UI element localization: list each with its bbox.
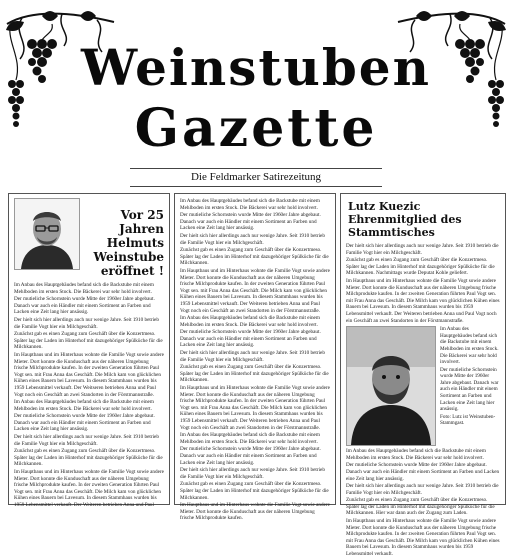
article-paragraph: Zunächst gab es einen Zugang zum Geschäft über die Konzertmeso. Später lag der Laden im Hinterhof mit dazugehöriger Spülküche für die Milchkannen. <box>14 331 163 351</box>
article-paragraph: Der mutieliche Schornstein wurde Mitte der 1960er Jahre abgebaut. Danach war auch ein Händler mit einem Sortiment an Farben und Lacken eine Zeit lang hier ansässig. <box>440 366 499 413</box>
article-paragraph: Zunächst gab es einen Zugang zum Geschäft über die Konzertmeso. Später lag der Laden im Hinterhof mit dazugehöriger Spülküche für die Milchkannen. Nachmittags wurde Deputat Kohle geliefert. <box>346 257 495 277</box>
article-paragraph: Der hielt sich hier allerdings auch nur wenige Jahre. Seit 1910 betrieb die Familie Vogt hier ein Milchgeschäft. <box>180 350 325 363</box>
portrait-photo-lutz-icon <box>346 326 436 446</box>
article-paragraph: Der mutieliche Schornstein wurde Mitte der 1960er Jahre abgebaut. Danach war auch ein Händler mit einem Sortiment an Farben und Lacken eine Zeit lang hier ansässig. <box>346 462 500 482</box>
article-paragraph: Der hielt sich hier allerdings auch nur wenige Jahre. Seit 1910 betrieb die Familie Vogt hier ein Milchgeschäft. <box>180 232 325 246</box>
article-paragraph: Im Anbau des Hauptgebäudes befand sich die Backstube mit einem Mehlboden im ersten Stock. Die Bäckerei war sehr hold involvert. <box>180 198 320 211</box>
article-headline-left: Vor 25 Jahren Helmuts Weinstube eröffnet ! <box>93 208 164 278</box>
article-paragraph: Der hielt sich hier allerdings auch nur wenige Jahre. Seit 1910 betrieb die Familie Vogt hier ein Milchgeschäft. <box>180 467 325 480</box>
article-paragraph: Im Hauptbaus und im Hinterhaus wohnte die Familie Vogt sowie andere Mieter. Dort konnte die Kunduschaft aus der näheren Umgebung frische Milchprodukte kaufen. In der zweiten Generation führten Paul Vogt sen. mit Frau Anna das Geschäft. Die Milch kam von glücklichen Kühen eines Bauern bei Lavesum. In diesem Stammhaus wurden bis 1959 Lebensmittel verkauft. Der Weitseren betrieben Anna und Paul Vogt noch ein Geschäft an zwei Standorten in der Förstmannstraße. <box>14 351 164 398</box>
article-headline-right: Lutz Kuezic Ehrenmitglied des Stammtisches <box>348 200 462 239</box>
article-paragraph: Der hielt sich hier allerdings auch nur wenige Jahre. Seit 1910 betrieb die Familie Vogt hier ein Milchgeschäft. <box>346 483 499 496</box>
article-paragraph: Der hielt sich hier allerdings auch nur wenige Jahre. Seit 1910 betrieb die Familie Vogt hier ein Milchgeschäft. <box>346 243 499 256</box>
article-paragraph: Zunächst gab es einen Zugang zum Geschäft über die Konzertmeso. Später lag der Laden im Hinterhof mit dazugehöriger Spülküche für die Milchkannen. <box>14 448 163 468</box>
article-paragraph: Zunächst gab es einen Zugang zum Geschäft über die Konzertmeso. Später lag der Laden im Hinterhof mit dazugehöriger Spülküche für die Milchkannen. <box>180 247 329 267</box>
article-column-middle <box>174 193 336 522</box>
article-paragraph: Der mutieliche Schornstein wurde Mitte der 1960er Jahre abgebaut. Danach war auch ein Händler mit einem Sortiment an Farben und Lacken eine Zeit lang hier ansässig. <box>180 212 321 232</box>
article-paragraph: Im Hauptbaus und im Hinterhaus wohnte die Familie Vogt sowie andere Mieter. Dort konnte die Kunduschaft aus der näheren Umgebung frische Milchprodukte kaufen. In der zweiten Generation führten Paul Vogt sen. mit Frau Anna das Geschäft. Die Milch kam von glücklichen Kühen eines Bauern bei Lavesum. In diesem Stammhaus wurden bis 1959 Lebensmittel verkauft. Der Weiteren betrieben Anna und Paul Vogt noch ein Geschäft an zwei Standorten in der Förstmannstraße. <box>180 385 330 431</box>
article-paragraph: Der hielt sich hier allerdings auch nur wenige Jahre. Seit 1910 betrieb die Familie Vogt hier ein Milchgeschäft. <box>14 316 159 330</box>
article-paragraph: Der mutieliche Schornstein wurde Mitte der 1960er Jahre abgebaut. Danach war auch ein Händler mit einem Sortiment an Farben und Lacken eine Zeit lang hier ansässig. <box>180 329 321 349</box>
article-paragraph: Zunächst gab es einen Zugang zum Geschäft über die Konzertmeso. Später lag der Laden im Hinterhof mit dazugehöriger Spülküche für die Milchkannen. <box>180 481 329 501</box>
article-paragraph: Im Anbau des Hauptgebäudes befand sich die Backstube mit einem Mehlboden im ersten Stock. Die Bäckerei war sehr hold involvert. <box>346 448 486 461</box>
article-column-right <box>340 193 506 558</box>
article-paragraph: Im Hauptbaus und im Hinterhaus wohnte die Familie Vogt sowie andere Mieter. Dort konnte die Kunduschaft aus der näheren Umgebung frische Milchprodukte kaufen. In der zweiten Generation führten Paul Vogt sen. mit Frau Anna das Geschäft. Die Milch kam von glücklichen Kühen eines Bauern bei Lavesum. In diesem Stammhaus wurden bis 1959 Lebensmittel verkauft. Der Weiteren betrieben Anna und Paul <box>14 469 164 508</box>
article-paragraph: Im Anbau des Hauptgebäudes befand sich die Backstube mit einem Mehlboden im ersten Stock. Die Bäckerei war sehr hold involvert. <box>440 326 499 366</box>
masthead-title-line1: Weinstuben <box>81 38 431 97</box>
masthead-subtitle: Die Feldmarker Satirezeitung <box>130 168 382 187</box>
photo-wrap-block <box>346 326 500 446</box>
article-paragraph: Der mutieliche Schornstein wurde Mitte der 1960er Jahre abgebaut. Danach war auch ein Händler mit einem Sortiment an Farben und Lacken eine Zeit lang hier ansässig. <box>14 413 155 433</box>
article-paragraph: Im Anbau des Hauptgebäudes befand sich die Backstube mit einem Mehlboden im ersten Stock. Die Bäckerei war sehr hold involvert. <box>180 315 320 328</box>
article-paragraph: Im Hauptbaus und im Hinterhaus wohnte die Familie Vogt sowie andere Mieter. Dort konnte die Kunduschaft aus der näheren Umgebung frische Milchprodukte kaufen. <box>180 502 330 522</box>
photo-caption: Foto: Lutz ist Weinstuben-Stammgast. <box>440 413 496 427</box>
article-header-left <box>14 198 164 278</box>
article-paragraph: Zunächst gab es einen Zugang zum Geschäft über die Konzertmeso. Später lag der Laden im Hinterhof mit dazugehöriger Spülküche für die Milchkannen. <box>180 364 329 384</box>
article-column-left <box>8 193 170 508</box>
photo-wrap-text <box>440 326 500 446</box>
article-paragraph: Im Anbau des Hauptgebäudes befand sich die Backstube mit einem Mehlboden im ersten Stock. Die Bäckerei war sehr hold involvert. <box>14 282 154 295</box>
article-paragraph: Im Hauptbaus und im Hinterhaus wohnte die Familie Vogt sowie andere Mieter. Dort konnte die Kunduschaft aus der näheren Umgebung frische Milchprodukte kaufen. In der zweiten Generation führten Paul Vogt sen. mit Frau Anna das Geschäft. Die Milch kam von glücklichen Kühen eines Bauern bei Lavesum. In diesem Stammhaus wurden bis 1959 Lebensmittel verkauft. Der Weiteren betrieben Anna und Paul Vogt noch ein Geschäft an zwei Standorten in der Förstmannstraße. <box>346 277 500 324</box>
article-paragraph: Der mutieliche Schornstein wurde Mitte der 1960er Jahre abgebaut. Danach war auch ein Händler mit einem Sortiment an Farben und Lacken eine Zeit lang hier ansässig. <box>180 446 321 466</box>
portrait-photo-helmut-icon <box>14 198 80 270</box>
article-paragraph: Im Hauptbaus und im Hinterhaus wohnte die Familie Vogt sowie andere Mieter. Dort konnte die Kunduschaft aus der näheren Umgebung frische Milchprodukte kaufen. In der zweiten Generation führten Paul Vogt sen. mit Frau Anna das Geschäft. Die Milch kam von glücklichen Kühen eines Bauern bei Lavesum. In diesem Stammhaus wurden bis 1959 Lebensmittel verkauft. Der Weiteren betrieben Anna und Paul Vogt noch ein Geschäft an zwei Standorten in der Förstmannstraße. <box>180 267 330 314</box>
masthead-title-line2: Gazette <box>134 98 378 159</box>
article-paragraph: Im Anbau des Hauptgebäudes befand sich die Backstube mit einem Mehlboden im ersten Stock. Die Bäckerei war sehr hold involvert. <box>180 432 320 445</box>
article-paragraph: Zunächst gab es einen Zugang zum Geschäft über die Konzertmeso. Später lag der Laden im Hinterhof mit dazugehöriger Spülküche für die Milchkannen. Hier war dann auch der Zugang zum Laden. <box>346 497 495 517</box>
article-paragraph: Im Hauptbaus und im Hinterhaus wohnte die Familie Vogt sowie andere Mieter. Dort konnte die Kunduschaft aus der näheren Umgebung frische Milchprodukte kaufen. In der zweiten Generation führten Paul Vogt sen. mit Frau Anna das Geschäft. Die Milch kam von glücklichen Kühen eines Bauern bei Lavesum. In diesem Stammhaus wurden bis 1959 Lebensmittel verkauft. <box>346 518 500 558</box>
article-paragraph: Der hielt sich hier allerdings auch nur wenige Jahre. Seit 1910 betrieb die Familie Vogt hier ein Milchgeschäft. <box>14 434 159 447</box>
article-paragraph: Im Anbau des Hauptgebäudes befand sich die Backstube mit einem Mehlboden im ersten Stock. Die Bäckerei war sehr hold involvert. <box>14 399 154 412</box>
article-paragraph: Der mutieliche Schornstein wurde Mitte der 1960er Jahre abgebaut. Danach war auch ein Händler mit einem Sortiment an Farben und Lacken eine Zeit lang hier ansässig. <box>14 296 155 316</box>
